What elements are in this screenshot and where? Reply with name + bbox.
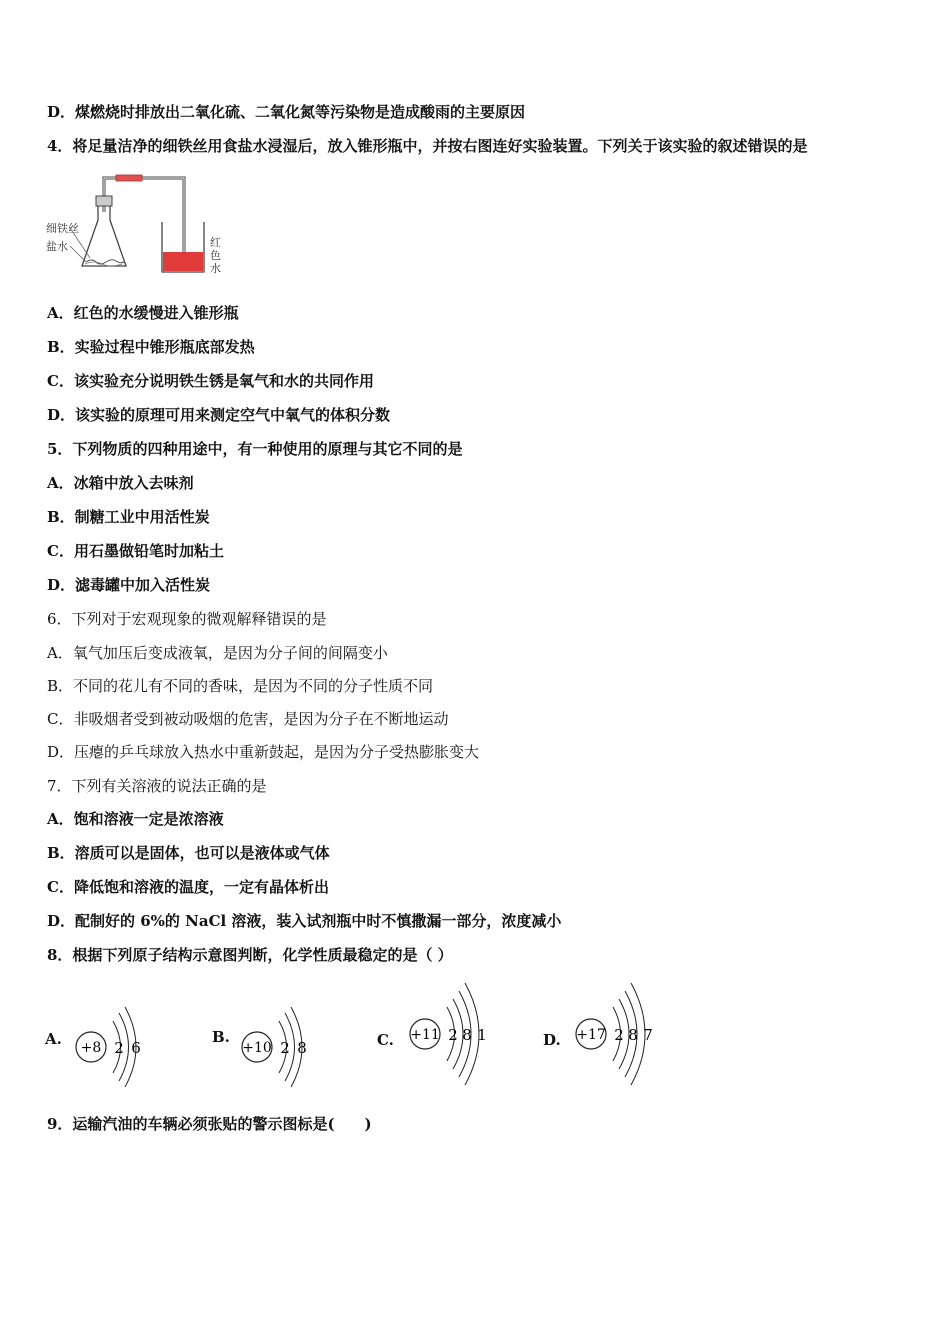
label-fine-iron-wire: 细铁丝 [46, 222, 79, 235]
atom-c-shell-2: 8 [462, 1026, 472, 1044]
atom-d-shell-3: 7 [643, 1026, 653, 1044]
q7-option-d: D．配制好的 6%的 NaCl 溶液，装入试剂瓶中时不慎撒漏一部分，浓度减小 [47, 912, 562, 930]
atom-b-diagram [239, 985, 339, 1080]
atom-b-letter: B. [212, 1028, 230, 1046]
atom-b-shell-1: 2 [280, 1039, 290, 1057]
q6-option-b: B．不同的花儿有不同的香味，是因为不同的分子性质不同 [47, 677, 434, 695]
atom-b-shell-2: 8 [297, 1039, 307, 1057]
atom-a-shell-1: 2 [114, 1039, 124, 1057]
q4-option-b: B．实验过程中锥形瓶底部发热 [47, 338, 255, 356]
q7-option-a: A．饱和溶液一定是浓溶液 [47, 810, 224, 828]
atom-d-nucleus: +17 [576, 1027, 606, 1043]
atom-option-d [543, 975, 673, 1070]
label-colored: 色 [210, 249, 221, 262]
label-red: 红 [210, 236, 221, 249]
q4-stem: 4．将足量洁净的细铁丝用食盐水浸湿后，放入锥形瓶中，并按右图连好实验装置。下列关于该实验的叙述错误的是 [47, 137, 808, 155]
atom-d-letter: D. [543, 1031, 561, 1049]
q5-option-c: C．用石墨做铅笔时加粘土 [47, 542, 224, 560]
q7-option-c: C．降低饱和溶液的温度，一定有晶体析出 [47, 878, 329, 896]
q5-stem: 5．下列物质的四种用途中，有一种使用的原理与其它不同的是 [47, 440, 463, 458]
q4-option-d: D．该实验的原理可用来测定空气中氧气的体积分数 [47, 406, 391, 424]
atom-c-diagram [407, 975, 527, 1085]
label-salt-water: 盐水 [46, 240, 68, 253]
rusting-apparatus-figure [44, 170, 224, 280]
q7-stem: 7．下列有关溶液的说法正确的是 [47, 777, 267, 795]
atom-d-diagram [573, 975, 693, 1085]
atom-a-letter: A. [45, 1030, 62, 1048]
q5-option-b: B．制糖工业中用活性炭 [47, 508, 210, 526]
atom-option-a [45, 985, 155, 1080]
atom-c-shell-1: 2 [448, 1026, 458, 1044]
atom-c-shell-3: 1 [477, 1026, 487, 1044]
atom-option-c [377, 975, 507, 1070]
red-water [163, 252, 203, 271]
q6-option-d: D．压瘪的乒乓球放入热水中重新鼓起，是因为分子受热膨胀变大 [47, 743, 480, 761]
q9-stem: 9．运输汽油的车辆必须张贴的警示图标是( ) [47, 1115, 372, 1133]
q7-option-b: B．溶质可以是固体，也可以是液体或气体 [47, 844, 330, 862]
q3-option-d: D．煤燃烧时排放出二氧化硫、二氧化氮等污染物是造成酸雨的主要原因 [47, 103, 526, 121]
label-water: 水 [210, 262, 221, 275]
atom-a-nucleus: +8 [80, 1040, 102, 1056]
atom-a-shell-2: 6 [131, 1039, 141, 1057]
atom-a-diagram [73, 985, 173, 1080]
q4-option-c: C．该实验充分说明铁生锈是氧气和水的共同作用 [47, 372, 374, 390]
atom-c-nucleus: +11 [410, 1027, 440, 1043]
q8-stem: 8．根据下列原子结构示意图判断，化学性质最稳定的是（ ） [47, 946, 453, 964]
q6-option-c: C．非吸烟者受到被动吸烟的危害，是因为分子在不断地运动 [47, 710, 449, 728]
q6-option-a: A．氧气加压后变成液氧，是因为分子间的间隔变小 [47, 644, 388, 662]
q4-option-a: A．红色的水缓慢进入锥形瓶 [47, 304, 239, 322]
atom-c-letter: C. [377, 1031, 394, 1049]
q5-option-a: A．冰箱中放入去味剂 [47, 474, 194, 492]
atom-b-nucleus: +10 [242, 1040, 272, 1056]
atom-d-shell-2: 8 [628, 1026, 638, 1044]
q5-option-d: D．滤毒罐中加入活性炭 [47, 576, 211, 594]
atom-option-b [212, 985, 322, 1080]
q6-stem: 6．下列对于宏观现象的微观解释错误的是 [47, 610, 327, 628]
atom-d-shell-1: 2 [614, 1026, 624, 1044]
